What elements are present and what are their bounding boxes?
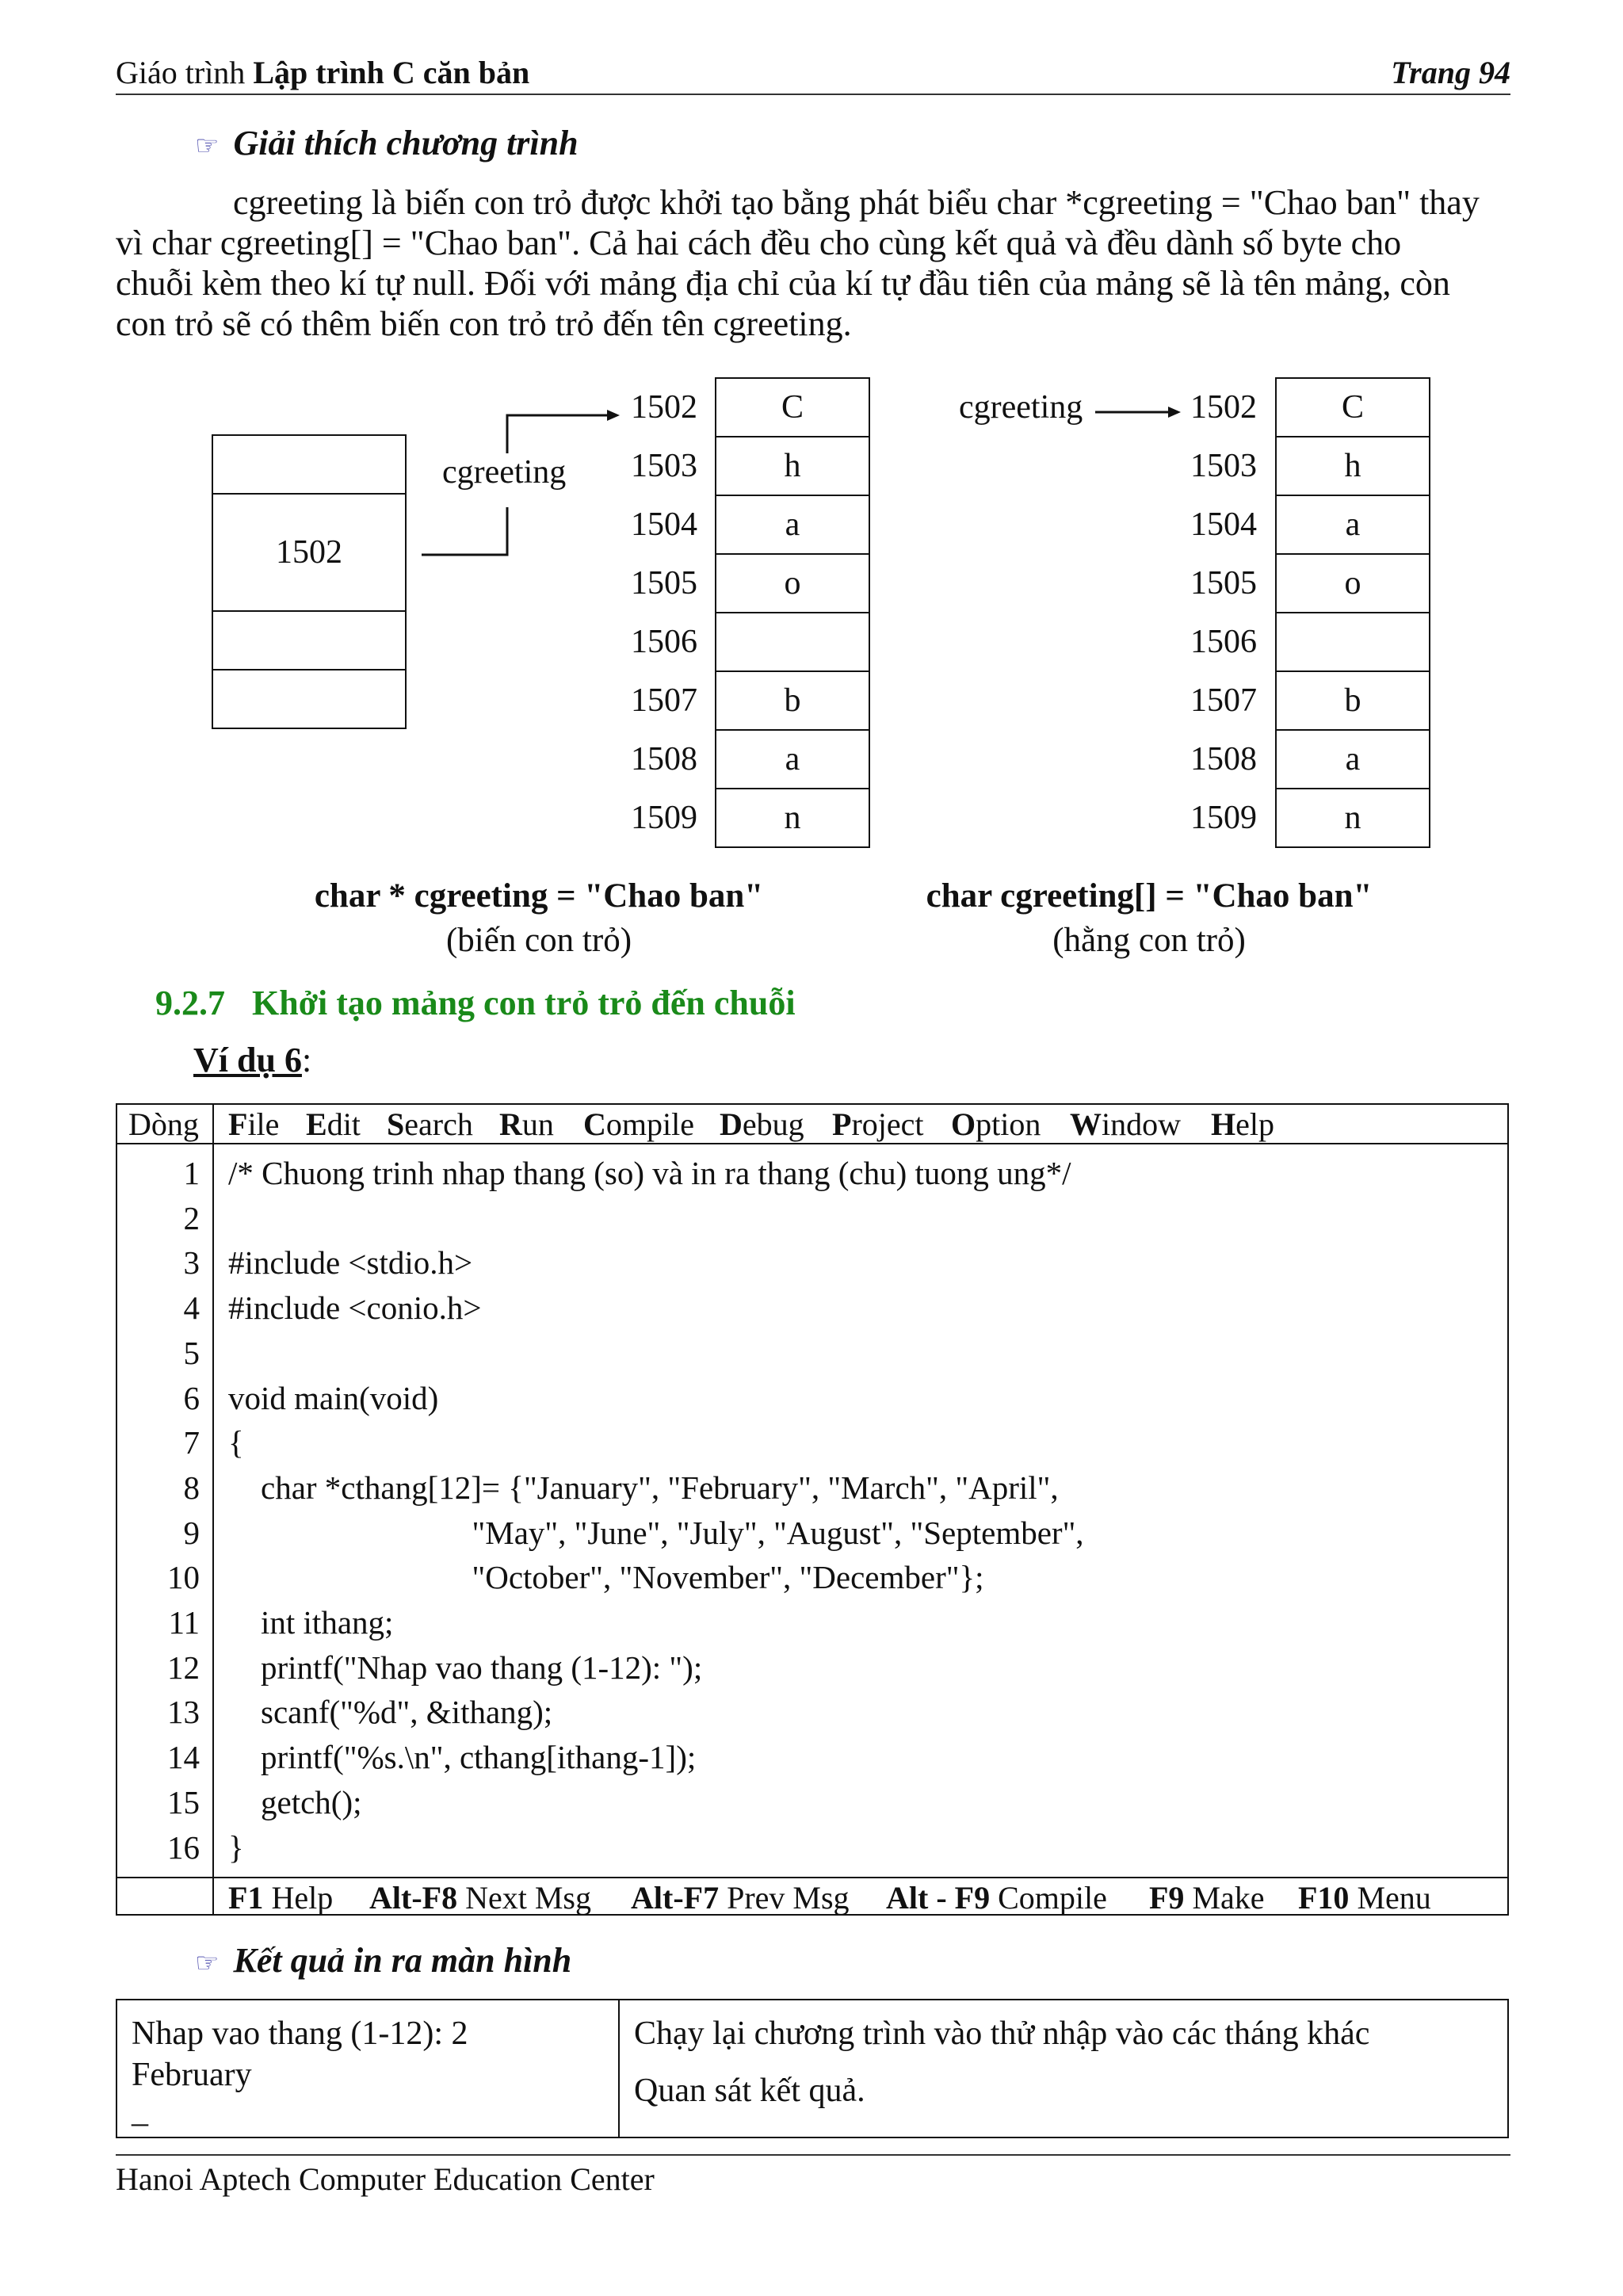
memory-char: b [784, 682, 801, 719]
code-line: { [228, 1424, 244, 1461]
line-number: 2 [183, 1199, 200, 1236]
right-caption: char cgreeting[] = "Chao ban" [926, 877, 1373, 915]
arrow-head-icon [1168, 407, 1181, 418]
memory-char: a [785, 506, 800, 543]
memory-cell [715, 788, 870, 848]
menu-accelerator: E [306, 1106, 327, 1142]
line-number: 1 [183, 1155, 200, 1191]
memory-cell [715, 495, 870, 555]
menu-item[interactable] [720, 1105, 804, 1144]
menu-item[interactable] [306, 1105, 361, 1144]
menu-label: un [521, 1106, 554, 1142]
menu-label: ebug [742, 1106, 804, 1142]
memory-address: 1505 [1190, 565, 1257, 602]
array-label: cgreeting [959, 389, 1083, 426]
explain-line: vì char cgreeting[] = "Chao ban". Cả hai cách đều cho cùng kết quả và đều dành số byte cho [116, 223, 1402, 262]
section-title: Khởi tạo mảng con trỏ trỏ đến chuỗi [252, 984, 796, 1022]
memory-char: h [1344, 448, 1361, 484]
line-number: 7 [183, 1424, 200, 1461]
line-column-header: Dòng [128, 1106, 199, 1142]
pointing-hand-icon: ☞ [195, 132, 220, 161]
memory-address: 1504 [631, 506, 697, 543]
memory-char: C [781, 389, 804, 426]
code-line: void main(void) [228, 1379, 439, 1416]
shortcut-label: Make [1184, 1880, 1265, 1916]
note-line: Chạy lại chương trình vào thử nhập vào các tháng khác [634, 2015, 1370, 2052]
right-subcaption: (hằng con trỏ) [1052, 922, 1246, 959]
memory-char: h [784, 448, 801, 484]
shortcut-key: Alt-F7 [631, 1880, 720, 1916]
memory-address: 1504 [1190, 506, 1257, 543]
memory-address: 1502 [1190, 389, 1257, 426]
code-line: "October", "November", "December"}; [228, 1559, 984, 1596]
line-number: 3 [183, 1244, 200, 1282]
memory-address: 1509 [631, 800, 697, 836]
line-number: 5 [183, 1334, 200, 1371]
menu-item[interactable] [583, 1105, 694, 1144]
menu-item[interactable] [951, 1105, 1041, 1144]
line-number: 11 [168, 1604, 200, 1641]
shortcut-key: F10 [1298, 1880, 1350, 1916]
header-title: Lập trình C căn bản [253, 55, 530, 90]
menu-accelerator: C [583, 1106, 606, 1142]
menu-accelerator: P [832, 1106, 852, 1142]
code-line: scanf("%d", &ithang); [228, 1694, 553, 1731]
shortcut-key: F1 [228, 1880, 264, 1916]
memory-cell [715, 729, 870, 789]
left-subcaption: (biến con trỏ) [445, 922, 632, 959]
pointer-arrow-line [507, 415, 610, 453]
memory-char: n [784, 800, 801, 836]
line-number: 6 [183, 1379, 200, 1416]
menu-item[interactable] [1211, 1105, 1274, 1144]
left-caption: char * cgreeting = "Chao ban" [314, 877, 764, 915]
header-prefix: Giáo trình [116, 55, 254, 90]
menu-item[interactable] [832, 1105, 924, 1144]
output-table [116, 1999, 1509, 2138]
menu-label: roject [851, 1106, 924, 1142]
memory-cell [1275, 729, 1430, 789]
code-line: "May", "June", "July", "August", "September", [228, 1514, 1084, 1551]
footer-rule [116, 2154, 1510, 2156]
shortcut-label: Next Msg [457, 1880, 591, 1916]
shortcut-label: Compile [990, 1880, 1107, 1916]
output-line: February [132, 2057, 252, 2093]
page-number: Trang 94 [1391, 55, 1510, 90]
menu-accelerator: R [499, 1106, 522, 1142]
line-number: 15 [167, 1783, 200, 1820]
output-cursor: _ [132, 2093, 148, 2130]
memory-char: a [785, 741, 800, 777]
shortcut-label: Menu [1349, 1880, 1431, 1916]
memory-cell [1275, 377, 1430, 437]
memory-char: n [1344, 800, 1361, 836]
menu-label: indow [1102, 1106, 1181, 1142]
pointer-label: cgreeting [442, 454, 567, 491]
code-listing [116, 1103, 1509, 1916]
pointer-link-line [422, 507, 507, 555]
menu-accelerator: D [720, 1106, 743, 1142]
memory-char: o [784, 565, 801, 602]
memory-char: o [1344, 565, 1361, 602]
memory-cell [1275, 670, 1430, 731]
code-line: #include <conio.h> [228, 1289, 482, 1327]
memory-address: 1509 [1190, 800, 1257, 836]
result-title: Kết quả in ra màn hình [233, 1941, 572, 1980]
menu-item[interactable] [228, 1105, 279, 1144]
code-line: char *cthang[12]= {"January", "February", "March", "April", [228, 1469, 1059, 1506]
status-shortcut[interactable] [1149, 1878, 1265, 1918]
menu-accelerator: S [387, 1106, 405, 1142]
memory-char: b [1344, 682, 1361, 719]
memory-address: 1506 [1190, 624, 1257, 660]
memory-cell [715, 377, 870, 437]
page-footer: Hanoi Aptech Computer Education Center [116, 2161, 655, 2197]
explain-line: con trỏ sẽ có thêm biến con trỏ trỏ đến tên cgreeting. [116, 304, 852, 343]
menu-label: ile [247, 1106, 280, 1142]
memory-cell [715, 670, 870, 731]
memory-address: 1508 [1190, 741, 1257, 777]
shortcut-key: Alt - F9 [886, 1880, 991, 1916]
menu-accelerator: F [228, 1106, 248, 1142]
menu-label: dit [327, 1106, 361, 1142]
example-heading [193, 1040, 311, 1080]
menu-label: ompile [605, 1106, 694, 1142]
menu-label: ption [976, 1106, 1041, 1142]
shortcut-key: Alt-F8 [369, 1880, 458, 1916]
shortcut-label: Prev Msg [719, 1880, 850, 1916]
pointer-value: 1502 [276, 534, 342, 571]
memory-cell [1275, 612, 1430, 672]
menu-label: elp [1235, 1106, 1274, 1142]
line-number: 12 [167, 1648, 200, 1686]
output-line: Nhap vao thang (1-12): 2 [132, 2015, 468, 2052]
gutter-divider [212, 1105, 214, 1914]
status-shortcut[interactable] [886, 1878, 1107, 1918]
memory-cell [715, 612, 870, 672]
result-heading [195, 1940, 571, 1981]
status-shortcut[interactable] [228, 1878, 333, 1918]
memory-address: 1507 [1190, 682, 1257, 719]
memory-address: 1503 [1190, 448, 1257, 484]
menu-item[interactable] [1070, 1105, 1181, 1144]
memory-cell [1275, 788, 1430, 848]
section-number: 9.2.7 [155, 984, 225, 1022]
output-divider [618, 2000, 620, 2137]
shortcut-label: Help [263, 1880, 334, 1916]
code-line: getch(); [228, 1783, 362, 1820]
example-label: Ví dụ 6 [193, 1041, 302, 1079]
memory-cell [715, 436, 870, 496]
shortcut-key: F9 [1149, 1880, 1185, 1916]
explain-line: chuỗi kèm theo kí tự null. Đối với mảng địa chỉ của kí tự đầu tiên của mảng sẽ là tên mảng, còn [116, 264, 1450, 303]
arrow-head-icon [607, 410, 620, 421]
section-heading [155, 983, 796, 1023]
code-line: } [228, 1828, 244, 1866]
code-line: /* Chuong trinh nhap thang (so) và in ra thang (chu) tuong ung*/ [228, 1155, 1071, 1191]
line-number: 10 [167, 1559, 200, 1596]
memory-cell [715, 553, 870, 613]
note-line: Quan sát kết quả. [634, 2073, 865, 2109]
line-number: 14 [167, 1739, 200, 1776]
memory-address: 1503 [631, 448, 697, 484]
memory-address: 1502 [631, 389, 697, 426]
menu-accelerator: O [951, 1106, 976, 1142]
example-colon: : [301, 1041, 312, 1079]
memory-address: 1506 [631, 624, 697, 660]
code-line: printf("Nhap vao thang (1-12): "); [228, 1648, 703, 1686]
memory-cell [1275, 436, 1430, 496]
code-line: printf("%s.\n", cthang[ithang-1]); [228, 1739, 697, 1776]
memory-cell [1275, 553, 1430, 613]
explain-title: Giải thích chương trình [233, 124, 579, 162]
status-shortcut[interactable] [631, 1878, 850, 1918]
line-number: 9 [183, 1514, 200, 1551]
memory-char: C [1341, 389, 1364, 426]
menu-accelerator: W [1070, 1106, 1102, 1142]
line-number: 13 [167, 1694, 200, 1731]
status-shortcut[interactable] [369, 1878, 591, 1918]
menu-label: earch [404, 1106, 473, 1142]
line-number: 16 [167, 1828, 200, 1866]
line-number: 8 [183, 1469, 200, 1506]
memory-cell [1275, 495, 1430, 555]
status-shortcut[interactable] [1298, 1878, 1431, 1918]
menu-item[interactable] [387, 1105, 473, 1144]
memory-char: a [1345, 741, 1361, 777]
pointing-hand-icon: ☞ [195, 1949, 220, 1978]
explain-line: cgreeting là biến con trỏ được khởi tạo bằng phát biểu char *cgreeting = "Chao ban" thay [233, 183, 1480, 222]
code-line: #include <stdio.h> [228, 1244, 473, 1282]
memory-address: 1507 [631, 682, 697, 719]
code-line: int ithang; [228, 1604, 394, 1641]
line-number: 4 [183, 1289, 200, 1327]
menu-item[interactable] [499, 1105, 554, 1144]
memory-char: a [1345, 506, 1361, 543]
memory-address: 1508 [631, 741, 697, 777]
menu-accelerator: H [1211, 1106, 1236, 1142]
memory-address: 1505 [631, 565, 697, 602]
